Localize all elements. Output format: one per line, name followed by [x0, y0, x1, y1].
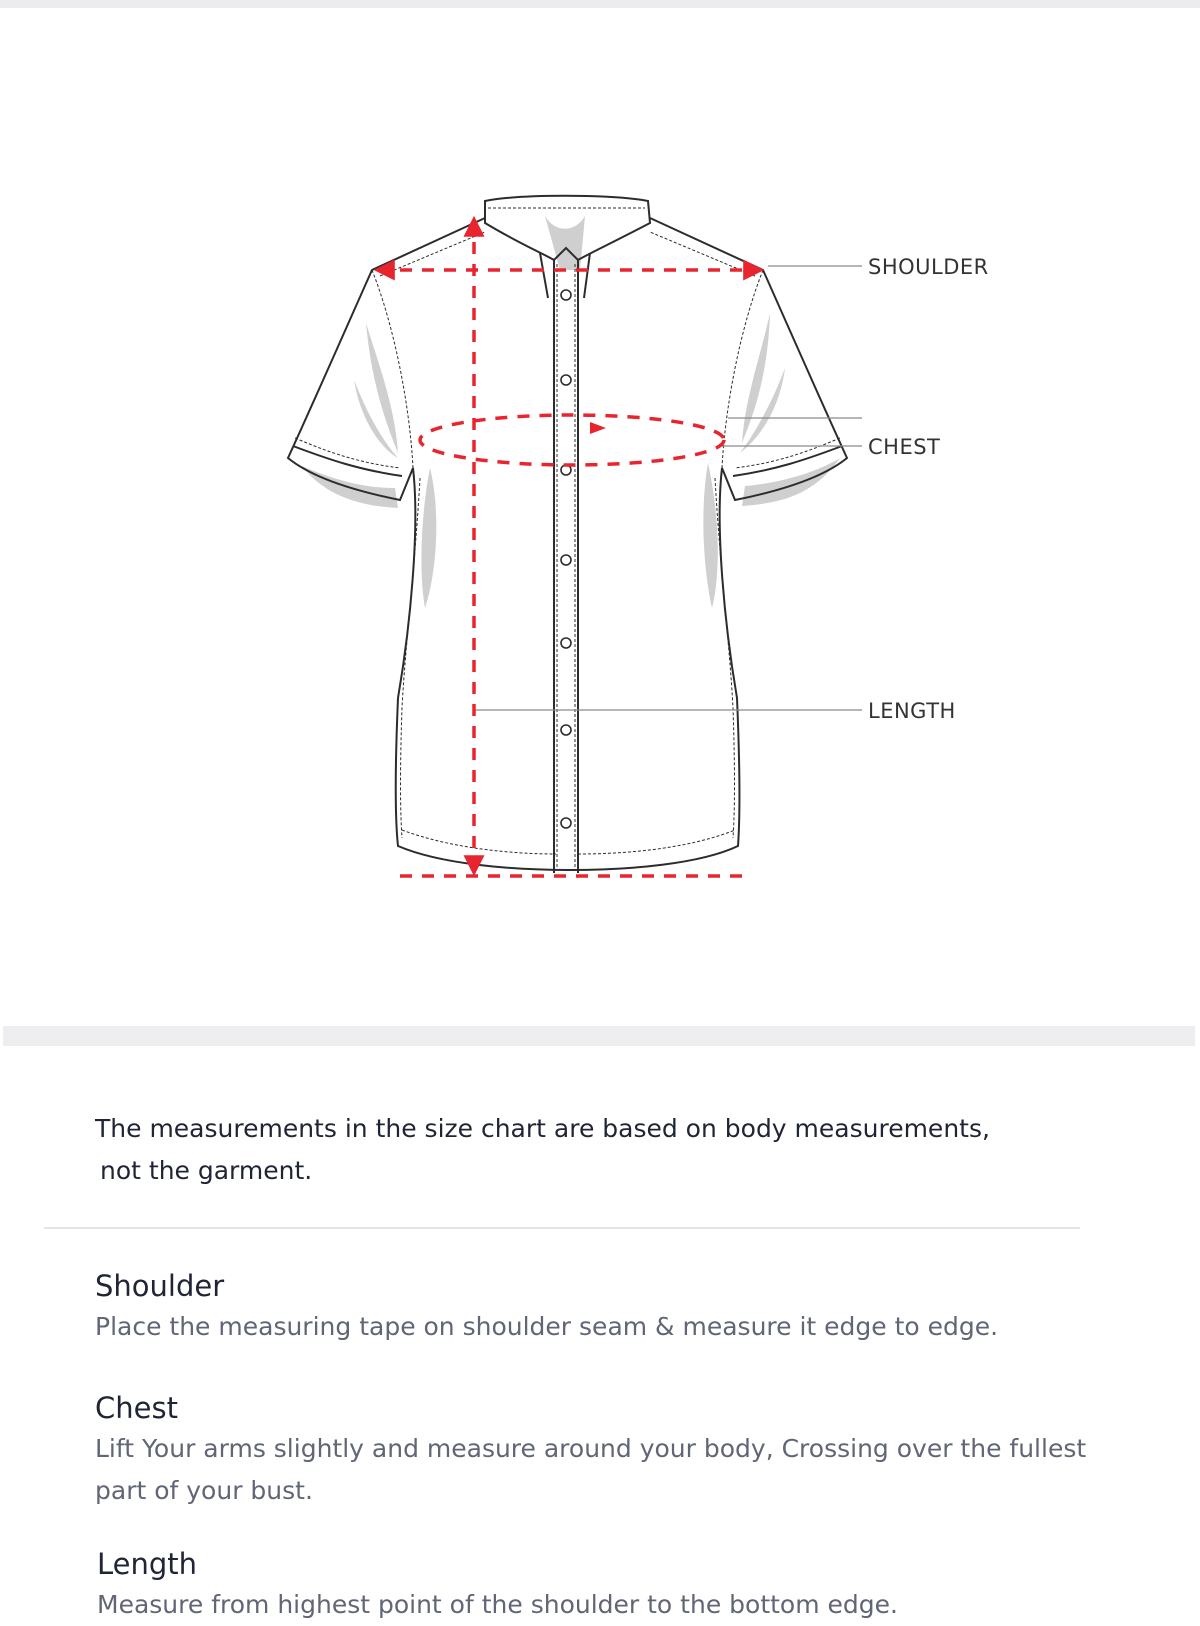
shoulder-title: Shoulder — [95, 1269, 225, 1303]
length-section — [97, 1546, 1097, 1626]
shoulder-description: Place the measuring tape on shoulder seam & measure it edge to edge. — [95, 1312, 999, 1341]
shirt-buttons — [561, 290, 571, 828]
chest-description: Lift Your arms slightly and measure around your body, Crossing over the fullest part of your bust. — [95, 1434, 1087, 1505]
top-strip — [0, 0, 1200, 8]
chest-label: CHEST — [868, 435, 941, 459]
measurement-note — [95, 1108, 995, 1192]
note-separator — [44, 1227, 1080, 1229]
note-line-2: not the garment. — [100, 1156, 313, 1185]
shirt-measurement-diagram — [0, 8, 1200, 1028]
chest-arrow-head — [590, 422, 606, 434]
chest-title: Chest — [95, 1391, 178, 1425]
shoulder-section — [95, 1268, 1095, 1348]
shoulder-label: SHOULDER — [868, 255, 989, 279]
chest-measure-ellipse — [420, 415, 724, 465]
section-divider-band — [3, 1026, 1195, 1046]
length-label: LENGTH — [868, 699, 956, 723]
note-line-1: The measurements in the size chart are based on body measurements, — [95, 1114, 990, 1143]
length-title: Length — [97, 1547, 198, 1581]
length-description: Measure from highest point of the shoulder to the bottom edge. — [97, 1590, 898, 1619]
chest-section — [95, 1390, 1095, 1512]
shirt-diagram-svg — [0, 8, 1200, 1028]
